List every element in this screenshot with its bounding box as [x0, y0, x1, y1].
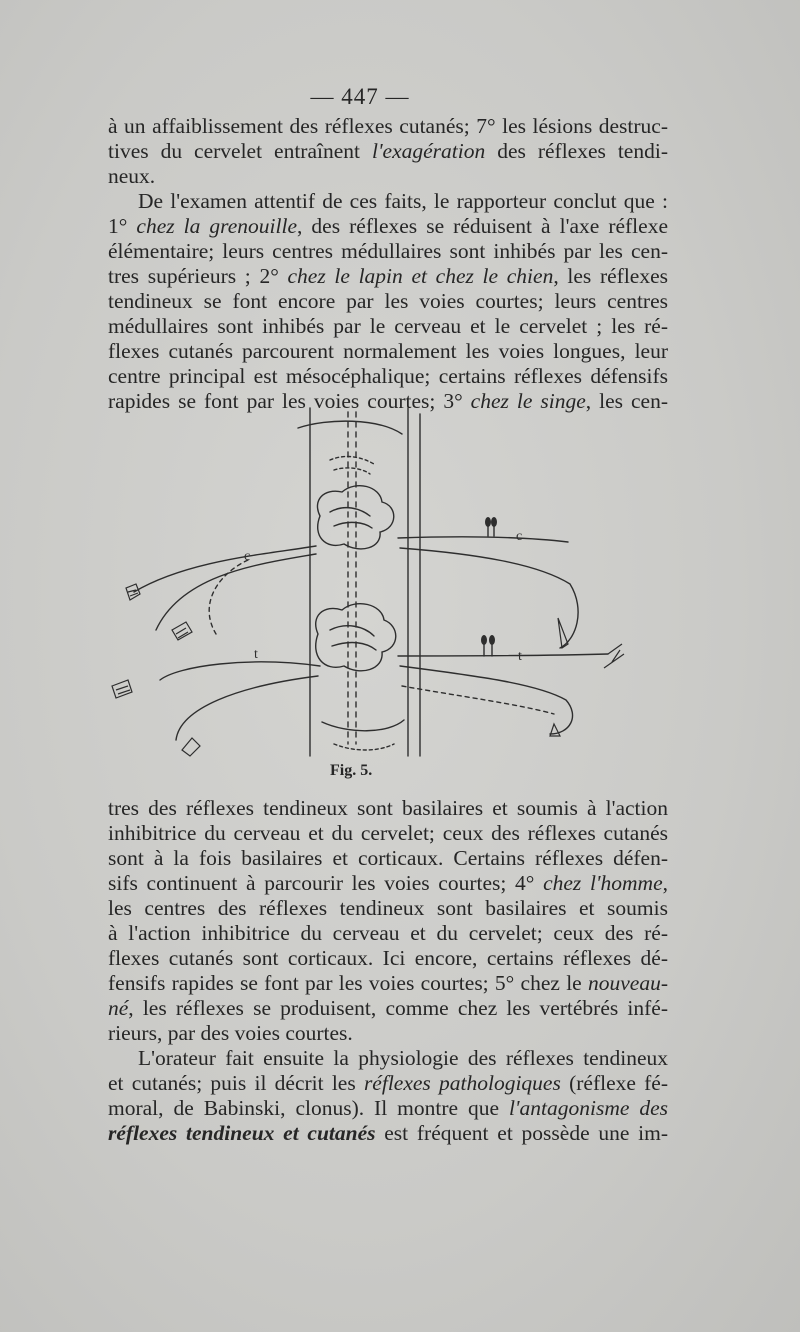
- text-run: , des réflexes se réduisent à l'axe réflexe: [297, 214, 668, 238]
- ganglion-knob-3: [481, 635, 487, 645]
- upper-arc: [298, 421, 402, 434]
- bottom-text-block: [108, 796, 668, 1146]
- text-line: [108, 996, 668, 1021]
- italic-text: né: [108, 996, 129, 1020]
- text-run: rapides se font par les voies courtes; 3°: [108, 389, 471, 413]
- text-run: (réflexe fé-: [560, 1071, 669, 1095]
- right-dashed-fibre: [402, 686, 554, 714]
- text-run: , les cen-: [585, 389, 668, 413]
- left-cutaneous-fibre-upper: [134, 546, 316, 592]
- right-cutaneous-loop: [400, 548, 578, 648]
- text-run: ,: [662, 871, 668, 895]
- text-line: centre principal est mésocéphalique; certains réflexes défensifs: [108, 364, 668, 388]
- text-run: fensifs rapides se font par les voies courtes; 5° chez le: [108, 971, 588, 995]
- label-t-left: t: [254, 647, 258, 662]
- bold-italic-text: réflexes tendineux et cutanés: [108, 1121, 376, 1145]
- figure-5-diagram: [98, 404, 658, 786]
- italic-text: chez le singe: [470, 389, 586, 413]
- text-run: et cutanés; puis il décrit les: [108, 1071, 364, 1095]
- text-line: rieurs, par des voies courtes.: [108, 1021, 353, 1045]
- text-run: tives du cervelet entraînent: [108, 139, 372, 163]
- paragraph-pathological-reflexes: [108, 1046, 668, 1146]
- upper-grey-matter-detail: [330, 508, 372, 528]
- text-run: des réflexes tendi-: [485, 139, 668, 163]
- text-line: inhibitrice du cerveau et du cervelet; ceux des réflexes cutanés: [108, 821, 668, 845]
- text-line: [108, 264, 668, 289]
- skin-receptor-left-middle: [172, 622, 192, 640]
- text-run: 1°: [108, 214, 137, 238]
- text-line: tendineux se font encore par les voies courtes; leurs centres: [108, 289, 668, 313]
- text-line: [108, 971, 668, 996]
- skin-receptor-left-upper: [126, 584, 140, 600]
- reflex-pathway-illustration: [98, 404, 658, 786]
- italic-text: l'antagonisme des: [508, 1096, 668, 1120]
- upper-dotted-fibres: [330, 457, 374, 474]
- text-line: [108, 1096, 668, 1121]
- text-line: à un affaiblissement des réflexes cutanés; 7° les lésions destruc-: [108, 114, 668, 138]
- text-line: [108, 1071, 668, 1096]
- ganglion-knob-4: [489, 635, 495, 645]
- text-line: médullaires sont inhibés par le cerveau et le cervelet ; les ré-: [108, 314, 668, 338]
- text-line: tres des réflexes tendineux sont basilaires et soumis à l'action: [108, 796, 668, 820]
- text-line: L'orateur fait ensuite la physiologie des réflexes tendineux: [138, 1046, 668, 1070]
- figure-caption: Fig. 5.: [330, 762, 373, 779]
- lower-dotted-arc: [334, 744, 394, 750]
- text-run: tres supérieurs ; 2°: [108, 264, 288, 288]
- text-line: [108, 214, 668, 239]
- ganglion-knob-1: [485, 517, 491, 527]
- text-line: élémentaire; leurs centres médullaires sont inhibés par les cen-: [108, 239, 668, 263]
- muscle-receptor-left: [112, 680, 132, 698]
- text-line: De l'examen attentif de ces faits, le rapporteur conclut que :: [138, 189, 668, 213]
- italic-text: chez l'homme: [543, 871, 663, 895]
- italic-text: chez le lapin et chez le chien: [287, 264, 554, 288]
- left-dashed-loop: [209, 560, 248, 634]
- left-tendon-fibre-lower: [176, 676, 318, 740]
- right-tendon-fibre-upper: [398, 654, 608, 656]
- text-line: [108, 1121, 668, 1146]
- label-c-right: c: [516, 529, 523, 544]
- ganglion-knob-2: [491, 517, 497, 527]
- italic-text: réflexes pathologiques: [363, 1071, 561, 1095]
- text-line: neux.: [108, 164, 156, 188]
- right-cutaneous-fibre-upper: [398, 537, 568, 542]
- text-line: [108, 871, 668, 896]
- text-line: [108, 139, 668, 164]
- text-run: sifs continuent à parcourir les voies courtes; 4°: [108, 871, 544, 895]
- top-text-block: [108, 114, 668, 414]
- label-t-right: t: [518, 649, 522, 664]
- left-cutaneous-fibre-lower: [156, 554, 316, 630]
- text-line: sont à la fois basilaires et corticaux. Certains réflexes défen-: [108, 846, 668, 870]
- text-line: les centres des réflexes tendineux sont basilaires et soumis: [108, 896, 668, 920]
- muscle-end-organ-left: [182, 738, 200, 756]
- lower-arc: [322, 720, 404, 731]
- text-run: , les réflexes: [553, 264, 668, 288]
- text-run: moral, de Babinski, clonus). Il montre que: [108, 1096, 509, 1120]
- text-run: , les réflexes se produisent, comme chez les vertébrés infé-: [128, 996, 668, 1020]
- lower-grey-matter-detail: [330, 626, 376, 650]
- italic-text: chez la grenouille: [136, 214, 297, 238]
- italic-text: l'exagération: [371, 139, 486, 163]
- label-c-left: c: [244, 549, 251, 564]
- italic-text: nouveau-: [588, 971, 668, 995]
- right-tendon-loop: [400, 666, 573, 734]
- paragraph-continuation: [108, 114, 668, 189]
- paragraph-continuation-2: [108, 796, 668, 1046]
- paragraph-conclusion: [108, 189, 668, 414]
- page-number: — 447 —: [310, 84, 410, 109]
- text-run: est fréquent et possède une im-: [375, 1121, 669, 1145]
- text-line: flexes cutanés sont corticaux. Ici encore, certains réflexes dé-: [108, 946, 668, 970]
- text-line: flexes cutanés parcourent normalement les voies longues, leur: [108, 339, 668, 363]
- left-tendon-fibre-upper: [160, 662, 320, 680]
- text-line: à l'action inhibitrice du cerveau et du cervelet; ceux des ré-: [108, 921, 668, 945]
- receptor-right-tendon: [604, 644, 624, 668]
